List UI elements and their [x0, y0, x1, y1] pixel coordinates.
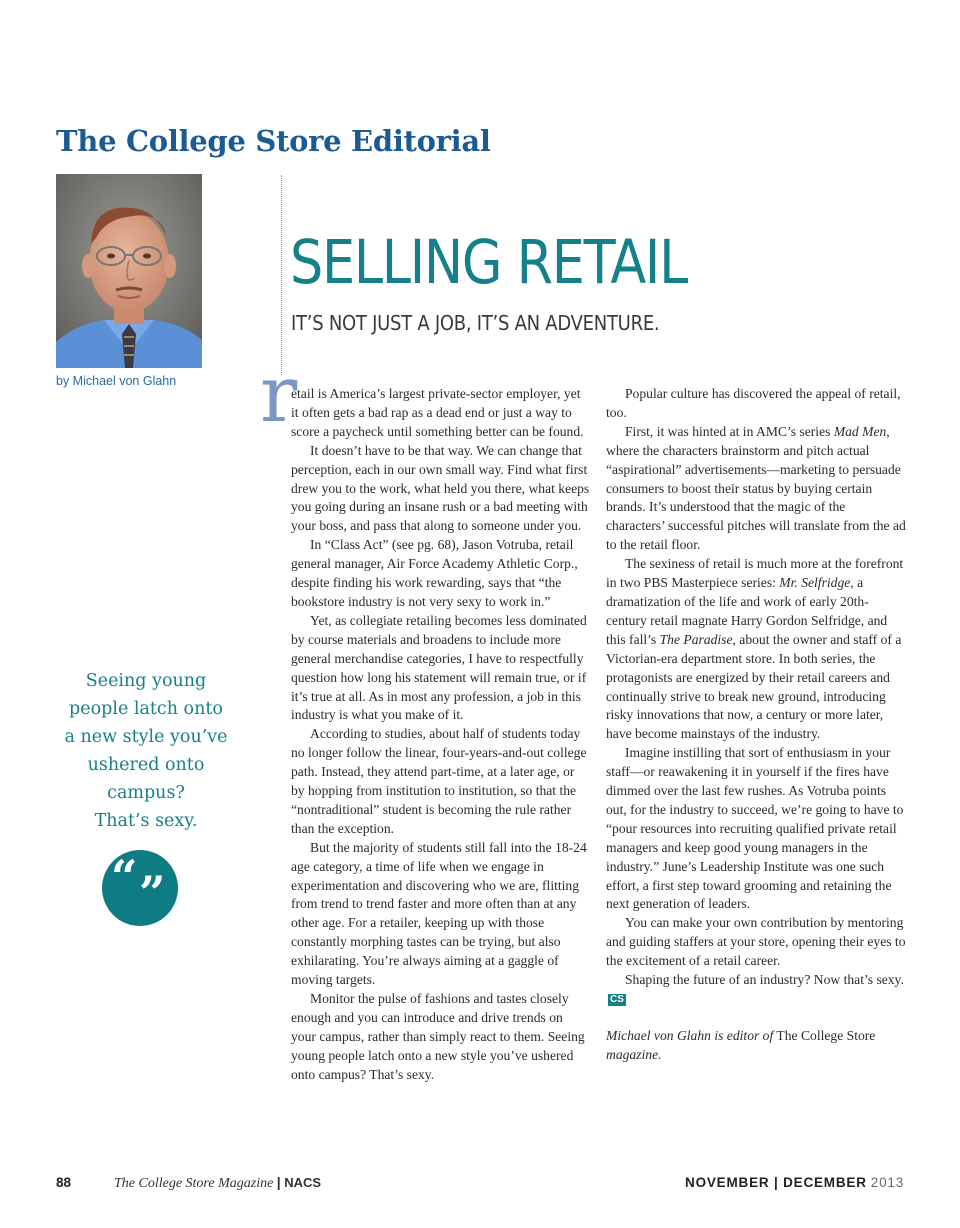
- close-quote-glyph: ”: [139, 866, 166, 920]
- show-title: The Paradise: [659, 631, 733, 647]
- magazine-name: The College Store: [773, 1027, 876, 1043]
- pull-quote-line: ushered onto: [87, 755, 205, 775]
- paragraph: Yet, as collegiate retailing becomes less dominated by course materials and broadens to include more general merchandise categories, I have to respectfully question how long his statement will remain true, or if it’s true at all. As in most any profession, a job in this industry is what you make of it.: [291, 612, 587, 723]
- paragraph: According to studies, about half of students today no longer follow the linear, four-years-and-out college path. Instead, they attend part-time, at a later age, or by hopping from institution to institution, so that the “nontraditional” student is becoming the rule rather than the exception.: [291, 726, 587, 836]
- publication-name: [114, 1174, 321, 1192]
- author-photo: [56, 174, 202, 368]
- article-column-2: [606, 385, 906, 1065]
- vertical-divider: [281, 175, 282, 375]
- open-quote-glyph: “: [111, 850, 138, 904]
- paragraph: It doesn’t have to be that way. We can change that perception, each in our own small way. Find what first drew you to the work, what held you there, what keeps you going during an insane rush or a bad meeting with your boss, and pass that along to someone under you.: [291, 442, 590, 534]
- paragraph-text: The sexiness of retail is much more at the forefront in two PBS Masterpiece series:: [606, 556, 904, 591]
- magazine-title: The College Store Magazine: [114, 1176, 274, 1191]
- paragraph: Popular culture has discovered the appeal of retail, too.: [606, 386, 901, 420]
- end-mark-icon: CS: [610, 994, 624, 1005]
- pull-quote-line: campus?: [107, 783, 185, 803]
- paragraph-text: Shaping the future of an industry? Now that’s sexy.: [625, 972, 904, 988]
- paragraph: You can make your own contribution by mentoring and guiding staffers at your store, opening their eyes to the excitement of a retail career.: [606, 915, 906, 969]
- page-number: 88: [56, 1175, 72, 1190]
- paragraph: But the majority of students still fall into the 18-24 age category, a time of life when we engage in experimentation and discovering who we are, flitting from trend to trend faster and more often than at any other age. For a retailer, keeping up with those constantly morphing tastes can be trying, but also exhilarating. You’re always aiming at a gaggle of moving targets.: [291, 839, 587, 988]
- pull-quote-line: a new style you’ve: [64, 727, 228, 747]
- article-column-1: [291, 385, 591, 1085]
- paragraph: Imagine instilling that sort of enthusiasm in your staff—or reawakening it in yourself if the fires have dimmed over the last few rushes. As Votruba points out, for the industry to succeed, we’re going to have to “pour resources into recruiting qualified private retail managers and keep good young managers in the industry.” June’s Leadership Institute was one such effort, a first step toward grooming and retaining the next generation of leaders.: [606, 745, 904, 912]
- paragraph: [606, 423, 906, 555]
- author-bio: [606, 1027, 906, 1065]
- article-deck: IT’S NOT JUST A JOB, IT’S AN ADVENTURE.: [291, 311, 660, 335]
- separator: |: [276, 1174, 281, 1190]
- paragraph-text: , a dramatization of the life and work of early 20th-century retail magnate Harry Gordon Selfridge, and this fall’s: [606, 575, 888, 647]
- article-headline: SELLING RETAIL: [290, 227, 688, 298]
- section-title: The College Store Editorial: [56, 124, 491, 158]
- issue-year: 2013: [870, 1175, 904, 1190]
- drop-cap: r: [260, 350, 298, 440]
- show-title: Mr. Selfridge: [779, 575, 851, 591]
- paragraph-text: First, it was hinted at in AMC’s series: [625, 423, 834, 439]
- pull-quote-line: people latch onto: [69, 699, 223, 719]
- paragraph: etail is America’s largest private-sector employer, yet it often gets a bad rap as a dead end or just a way to score a paycheck until something better can be found.: [291, 386, 584, 439]
- issue-date: [685, 1175, 904, 1190]
- paragraph: Monitor the pulse of fashions and tastes closely enough and you can introduce and drive trends on your campus, rather than simply react to them. Seeing young people latch onto a new style you’ve ushered onto campus? That’s sexy.: [291, 991, 585, 1082]
- org-name: NACS: [284, 1175, 322, 1190]
- issue-months: NOVEMBER | DECEMBER: [685, 1175, 867, 1190]
- bio-text: magazine.: [606, 1046, 662, 1062]
- paragraph: In “Class Act” (see pg. 68), Jason Votruba, retail general manager, Air Force Academy Athletic Corp., despite finding his work rewarding, says that “the bookstore industry is not very sexy to work in.”: [291, 537, 578, 609]
- pull-quote: [56, 667, 236, 835]
- show-title: Mad Men: [833, 423, 887, 439]
- paragraph: [606, 971, 906, 1009]
- pull-quote-line: Seeing young: [85, 671, 207, 691]
- author-byline: by Michael von Glahn: [56, 374, 177, 388]
- paragraph: [606, 555, 906, 744]
- page-footer: [56, 1174, 904, 1194]
- quote-marks-icon: [102, 850, 178, 926]
- pull-quote-line: That’s sexy.: [94, 811, 198, 831]
- bio-text: Michael von Glahn is editor of: [606, 1027, 774, 1043]
- paragraph-text: , about the owner and staff of a Victorian-era department store. In both series, the protagonists are energized by their retail careers and continually strive to break new ground, introducing risky innovations that now, a century or more later, have become mainstays of the industry.: [606, 631, 902, 742]
- paragraph-text: , where the characters brainstorm and pitch actual “aspirational” advertisements—marketing to persuade consumers to boost their status by buying certain brands. It’s understood that the magic of the characters’ successful pitches will translate from the ad to the retail floor.: [606, 423, 906, 553]
